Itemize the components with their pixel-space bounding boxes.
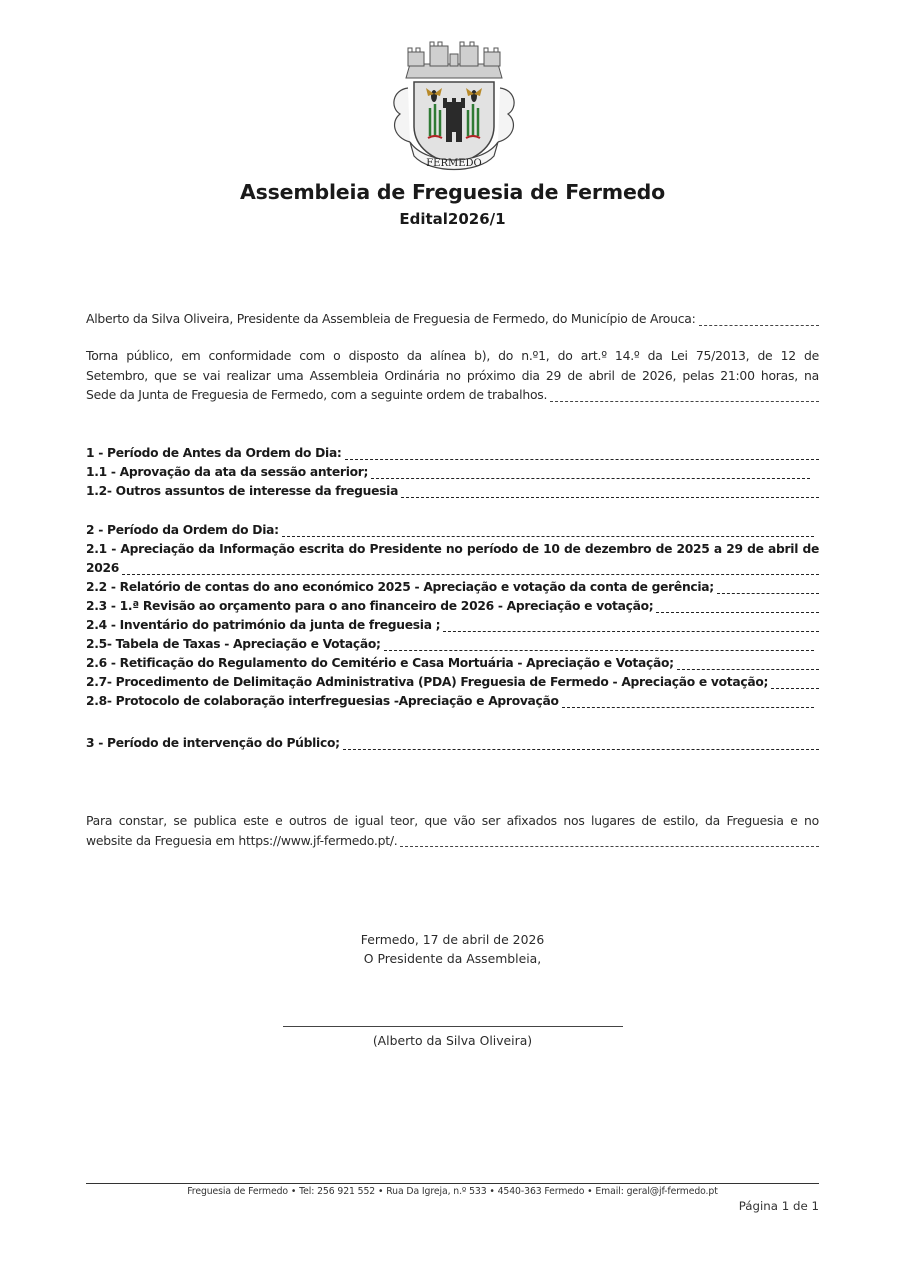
announcement-paragraph	[86, 346, 819, 405]
signature-line	[283, 1026, 623, 1027]
agenda-item-text: 3 - Período de intervenção do Público;	[86, 736, 340, 750]
agenda-item-text: 2.3 - 1.ª Revisão ao orçamento para o ano financeiro de 2026 - Apreciação e votação;	[86, 599, 654, 613]
announcement-line: Torna público, em conformidade com o disposto da alínea b), do n.º1, do art.º 14.º da Lei 75/2013, de 12 de	[86, 348, 819, 363]
dash-filler	[401, 496, 819, 498]
closing-paragraph	[86, 811, 819, 850]
announcement-line	[86, 385, 819, 405]
agenda-section-3	[86, 734, 819, 753]
agenda-item-text: 2.8- Protocolo de colaboração interfreguesias -Apreciação e Aprovação	[86, 694, 559, 708]
agenda-item	[86, 463, 810, 482]
agenda-item-text: 2.4 - Inventário do património da junta de freguesia ;	[86, 618, 441, 632]
agenda-item-text: 2.7- Procedimento de Delimitação Administrativa (PDA) Freguesia de Fermedo - Apreciação e votação;	[86, 675, 769, 689]
signatory-role: O Presidente da Assembleia,	[363, 951, 542, 966]
mural-crown-icon	[406, 42, 502, 78]
announcement-text: Sede da Junta de Freguesia de Fermedo, com a seguinte ordem de trabalhos.	[86, 387, 548, 402]
agenda-item	[86, 673, 819, 692]
agenda-item-text: 2026	[86, 561, 120, 575]
dash-filler	[443, 630, 819, 632]
agenda-item	[86, 597, 819, 616]
dash-filler	[345, 458, 819, 460]
dash-filler	[562, 706, 814, 708]
footer-contact: Freguesia de Fermedo • Tel: 256 921 552 • Rua Da Igreja, n.º 533 • 4540-363 Fermedo • Email: geral@jf-fermedo.pt	[187, 1186, 718, 1197]
agenda-heading	[86, 521, 814, 540]
agenda-item-text: 1.2- Outros assuntos de interesse da freguesia	[86, 484, 399, 498]
intro-paragraph	[86, 309, 819, 329]
dash-filler	[656, 611, 819, 613]
dash-filler	[699, 324, 819, 326]
intro-line	[86, 309, 819, 329]
agenda-item-text: 2 - Período da Ordem do Dia:	[86, 523, 279, 537]
agenda-item	[86, 482, 819, 501]
dash-filler	[122, 573, 819, 575]
agenda-item-continuation	[86, 559, 819, 578]
footer-divider	[86, 1183, 819, 1184]
agenda-item	[86, 616, 819, 635]
closing-line: Para constar, se publica este e outros de igual teor, que vão ser afixados nos lugares de estilo, da Freguesia e no	[86, 813, 819, 828]
closing-line	[86, 831, 819, 851]
signatory-name: (Alberto da Silva Oliveira)	[372, 1033, 533, 1048]
agenda-item	[86, 578, 819, 597]
agenda-item-text: 2.5- Tabela de Taxas - Apreciação e Votação;	[86, 637, 381, 651]
dash-filler	[400, 845, 819, 847]
announcement-line: Setembro, que se vai realizar uma Assembleia Ordinária no próximo dia 29 de abril de 2026, pelas 21:00 horas, na	[86, 367, 819, 383]
agenda-item	[86, 635, 814, 654]
agenda-item: 2.1 - Apreciação da Informação escrita do Presidente no período de 10 de dezembro de 2025 a 29 de abril de	[86, 542, 819, 556]
page-title: Assembleia de Freguesia de Fermedo	[239, 180, 666, 204]
agenda-item	[86, 654, 819, 673]
coat-of-arms-logo	[386, 38, 522, 176]
edital-number: Edital2026/1	[399, 210, 506, 228]
agenda-item-text: 2.6 - Retificação do Regulamento do Cemitério e Casa Mortuária - Apreciação e Votação;	[86, 656, 674, 670]
ribbon-left-icon	[394, 88, 410, 142]
agenda-item	[86, 444, 819, 463]
agenda-section-2	[86, 521, 819, 711]
dash-filler	[717, 592, 819, 594]
agenda-item-text: 1 - Período de Antes da Ordem do Dia:	[86, 446, 342, 460]
ribbon-right-icon	[498, 88, 514, 142]
agenda-heading	[86, 734, 819, 753]
dash-filler	[343, 748, 819, 750]
agenda-section-1	[86, 444, 819, 501]
dash-filler	[282, 535, 814, 537]
page-number: Página 1 de 1	[738, 1199, 819, 1213]
closing-text: website da Freguesia em https://www.jf-fermedo.pt/.	[86, 832, 398, 848]
crest-label: FERMEDO	[426, 158, 482, 169]
agenda-item	[86, 692, 814, 711]
place-date: Fermedo, 17 de abril de 2026	[360, 932, 545, 947]
dash-filler	[550, 400, 819, 402]
dash-filler	[771, 687, 819, 689]
tower-icon	[443, 98, 465, 142]
dash-filler	[371, 477, 810, 479]
dash-filler	[677, 668, 819, 670]
agenda-item-text: 2.2 - Relatório de contas do ano económico 2025 - Apreciação e votação da conta de gerência;	[86, 580, 714, 594]
dash-filler	[384, 649, 814, 651]
intro-text: Alberto da Silva Oliveira, Presidente da Assembleia de Freguesia de Fermedo, do Município de Arouca:	[86, 311, 696, 326]
agenda-item-text: 1.1 - Aprovação da ata da sessão anterior;	[86, 465, 369, 479]
